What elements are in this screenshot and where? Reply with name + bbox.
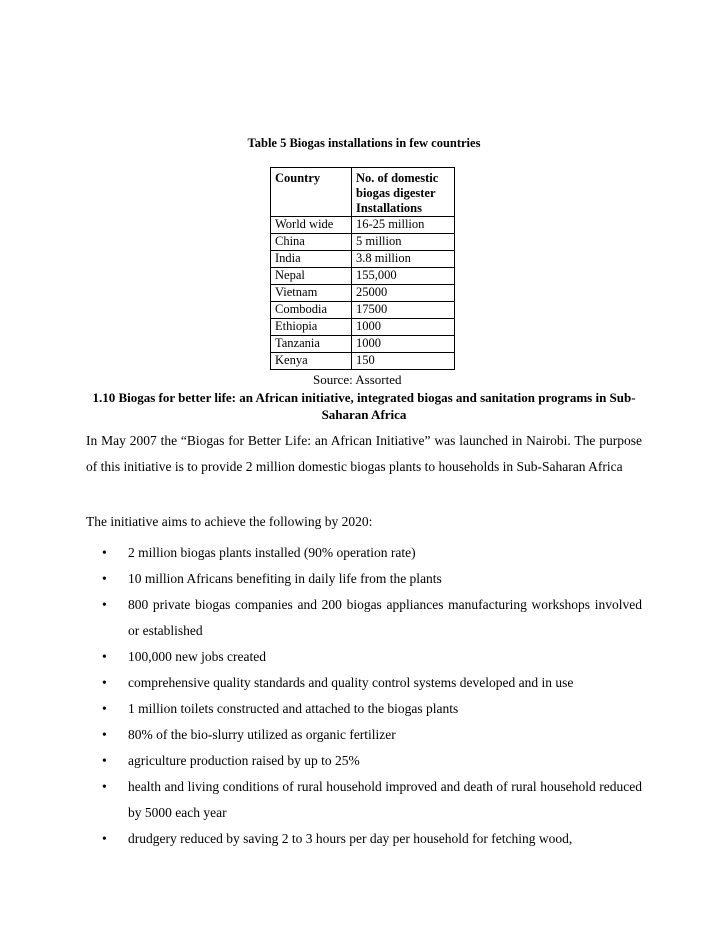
- list-item-text: comprehensive quality standards and quality control systems developed and in use: [128, 675, 574, 690]
- installations-cell: 1000: [352, 319, 455, 336]
- table-row: [271, 234, 455, 251]
- installations-cell: 1000: [352, 336, 455, 353]
- list-item-text: 80% of the bio-slurry utilized as organic fertilizer: [128, 727, 396, 742]
- list-item-text: 100,000 new jobs created: [128, 649, 266, 664]
- country-cell: Ethiopia: [271, 319, 352, 336]
- list-item-text: agriculture production raised by up to 25%: [128, 753, 360, 768]
- bullet-icon: •: [102, 753, 107, 768]
- country-cell: World wide: [271, 217, 352, 234]
- bullet-icon: •: [102, 571, 107, 586]
- list-item-text: 800 private biogas companies and 200 biogas appliances manufacturing workshops involved or established: [128, 597, 642, 638]
- initiative-intro: The initiative aims to achieve the following by 2020:: [86, 514, 373, 529]
- body-paragraph: In May 2007 the “Biogas for Better Life: an African Initiative” was launched in Nairobi. The purpose of this initiative is to provide 2 million domestic biogas plants to households in Sub-Saharan Africa: [86, 433, 642, 474]
- table-row: [271, 285, 455, 302]
- country-cell: Combodia: [271, 302, 352, 319]
- installations-cell: 17500: [352, 302, 455, 319]
- bullet-icon: •: [102, 545, 107, 560]
- list-item-text: 1 million toilets constructed and attached to the biogas plants: [128, 701, 459, 716]
- initiative-goals-list: [86, 540, 642, 852]
- list-item: [86, 540, 642, 566]
- bullet-icon: •: [102, 727, 107, 742]
- country-cell: Tanzania: [271, 336, 352, 353]
- column-header-installations: No. of domestic biogas digester Installations: [352, 168, 455, 217]
- bullet-icon: •: [102, 831, 107, 846]
- list-item: [86, 722, 642, 748]
- biogas-installations-table: [270, 167, 455, 370]
- table-row: [271, 268, 455, 285]
- country-cell: Nepal: [271, 268, 352, 285]
- table-row: [271, 251, 455, 268]
- country-cell: Kenya: [271, 353, 352, 370]
- bullet-icon: •: [102, 701, 107, 716]
- country-cell: China: [271, 234, 352, 251]
- list-item-text: 10 million Africans benefiting in daily life from the plants: [128, 571, 442, 586]
- installations-cell: 150: [352, 353, 455, 370]
- table-row: [271, 353, 455, 370]
- table-row: [271, 302, 455, 319]
- table-caption: Table 5 Biogas installations in few countries: [247, 136, 481, 150]
- table-header-row: [271, 168, 455, 217]
- list-item-text: drudgery reduced by saving 2 to 3 hours per day per household for fetching wood,: [128, 831, 573, 846]
- list-item-text: 2 million biogas plants installed (90% operation rate): [128, 545, 416, 560]
- installations-cell: 25000: [352, 285, 455, 302]
- bullet-icon: •: [102, 649, 107, 664]
- table-row: [271, 319, 455, 336]
- bullet-icon: •: [102, 597, 107, 612]
- installations-cell: 3.8 million: [352, 251, 455, 268]
- section-heading: 1.10 Biogas for better life: an African initiative, integrated biogas and sanitation programs in Sub-Saharan Africa: [92, 390, 636, 422]
- country-cell: Vietnam: [271, 285, 352, 302]
- table-row: [271, 217, 455, 234]
- column-header-country: Country: [271, 168, 352, 217]
- installations-cell: 5 million: [352, 234, 455, 251]
- list-item: [86, 696, 642, 722]
- installations-cell: 16-25 million: [352, 217, 455, 234]
- list-item: [86, 748, 642, 774]
- list-item: [86, 592, 642, 644]
- list-item-text: health and living conditions of rural household improved and death of rural household reduced by 5000 each year: [128, 779, 642, 820]
- table-row: [271, 336, 455, 353]
- list-item: [86, 566, 642, 592]
- installations-cell: 155,000: [352, 268, 455, 285]
- bullet-icon: •: [102, 779, 107, 794]
- country-cell: India: [271, 251, 352, 268]
- list-item: [86, 644, 642, 670]
- list-item: [86, 774, 642, 826]
- list-item: [86, 826, 642, 852]
- list-item: [86, 670, 642, 696]
- table-source: Source: Assorted: [313, 372, 402, 387]
- bullet-icon: •: [102, 675, 107, 690]
